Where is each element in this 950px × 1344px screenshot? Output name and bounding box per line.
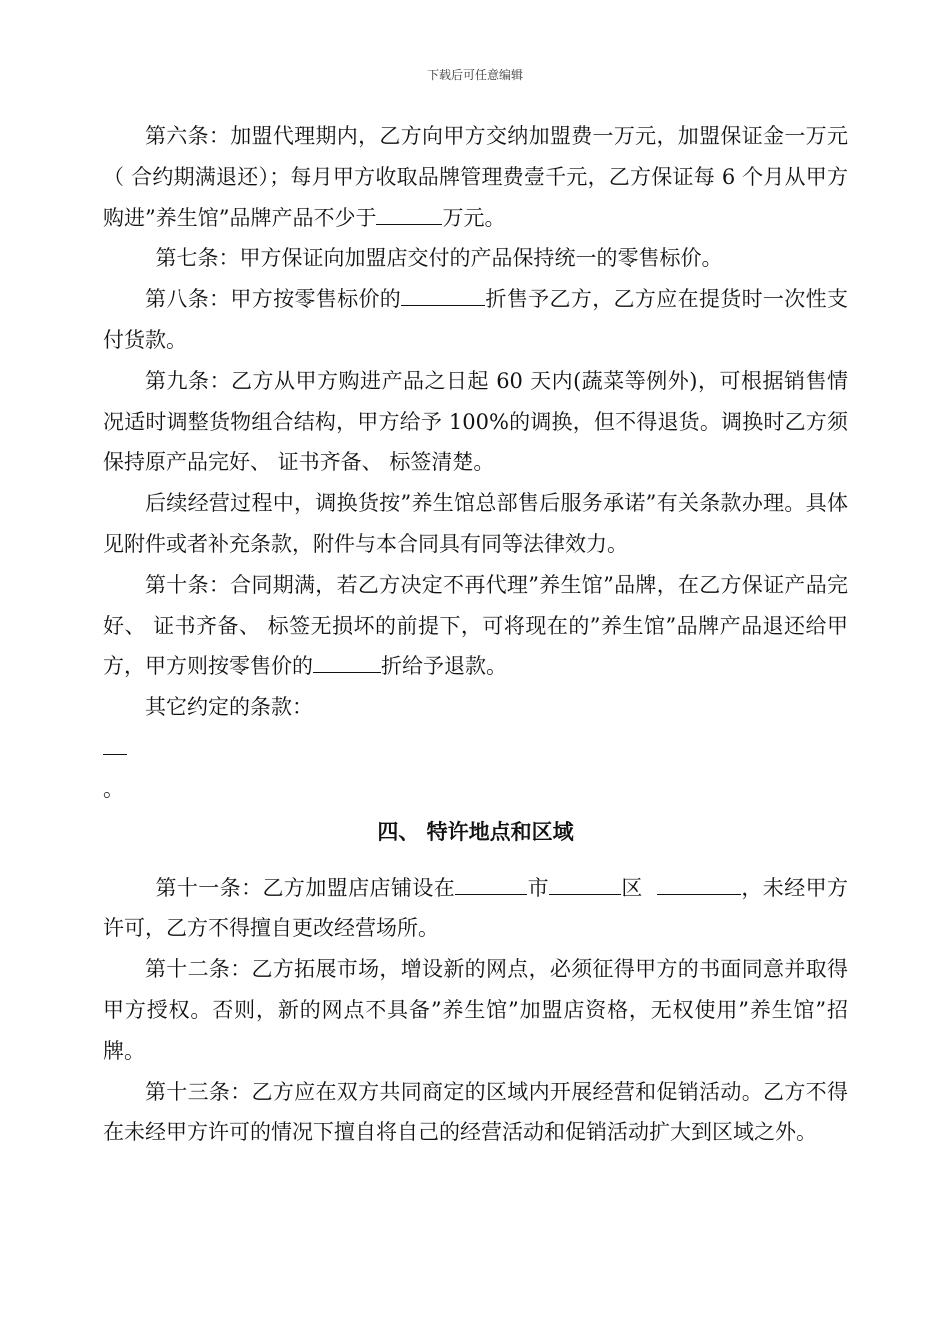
other-terms-fill-line[interactable] <box>103 741 127 755</box>
article-10-text-end: 折给予退款。 <box>381 654 507 679</box>
article-7: 第七条：甲方保证向加盟店交付的产品保持统一的零售标价。 <box>155 246 723 271</box>
fill-blank-discount-rate[interactable] <box>401 283 485 306</box>
article-6-text: 第六条：加盟代理期内，乙方向甲方交纳加盟费一万元，加盟保证金一万元（ 合约期满退还）；每月甲方收取品牌管理费壹千元，乙方保证每 6 个月从甲方购进”养生馆”品牌产品不少于 <box>103 124 848 230</box>
article-13: 第十三条：乙方应在双方共同商定的区域内开展经营和促销活动。乙方不得在未经甲方许可的情况下擅自将自己的经营活动和促销活动扩大到区域之外。 <box>103 1079 848 1145</box>
city-label: 市 <box>527 875 549 900</box>
document-body <box>103 116 848 1153</box>
fill-blank-address[interactable] <box>657 872 741 895</box>
article-11-text-end: ，未经甲方许可，乙方不得擅自更改经营场所。 <box>103 875 849 941</box>
follow-up-paragraph: 后续经营过程中，调换货按”养生馆总部售后服务承诺”有关条款办理。具体见附件或者补充条款，附件与本合同具有同等法律效力。 <box>103 491 848 556</box>
page-header-watermark: 下载后可任意编辑 <box>426 68 523 82</box>
article-6-text-end: 万元。 <box>442 205 506 230</box>
article-11 <box>103 868 848 950</box>
article-8 <box>103 279 848 361</box>
fill-blank-district[interactable] <box>549 872 621 895</box>
article-8-text-end: 折售予乙方，乙方应在提货时一次性支付货款。 <box>103 287 849 352</box>
district-label: 区 <box>621 875 643 900</box>
fill-blank-refund-rate[interactable] <box>313 650 381 673</box>
article-10-text: 第十条：合同期满，若乙方决定不再代理”养生馆”品牌，在乙方保证产品完好、 证书齐备、 标签无损坏的前提下，可将现在的”养生馆”品牌产品退还给甲方，甲方则按零售价的 <box>103 572 848 679</box>
section-4-heading: 四、 特许地点和区域 <box>377 818 574 844</box>
article-12: 第十二条：乙方拓展市场，增设新的网点，必须征得甲方的书面同意并取得甲方授权。否则，新的网点不具备”养生馆”加盟店资格，无权使用”养生馆”招牌。 <box>103 957 848 1063</box>
fill-blank-city[interactable] <box>455 872 527 895</box>
article-8-text: 第八条：甲方按零售标价的 <box>145 287 402 312</box>
fill-blank-purchase-amount[interactable] <box>376 202 442 225</box>
other-terms-end-mark: 。 <box>103 776 124 801</box>
other-terms-label: 其它约定的条款： <box>145 695 313 720</box>
article-6 <box>103 116 848 238</box>
other-terms-line <box>103 728 848 769</box>
article-11-text: 第十一条：乙方加盟店店铺设在 <box>155 875 456 900</box>
article-10 <box>103 565 848 687</box>
article-9: 第九条：乙方从甲方购进产品之日起 60 天内(蔬菜等例外)，可根据销售情况适时调整货物组合结构，甲方给予 100%的调换，但不得退货。调换时乙方须保持原产品完好、 证书齐备、 标签清楚。 <box>103 368 848 475</box>
